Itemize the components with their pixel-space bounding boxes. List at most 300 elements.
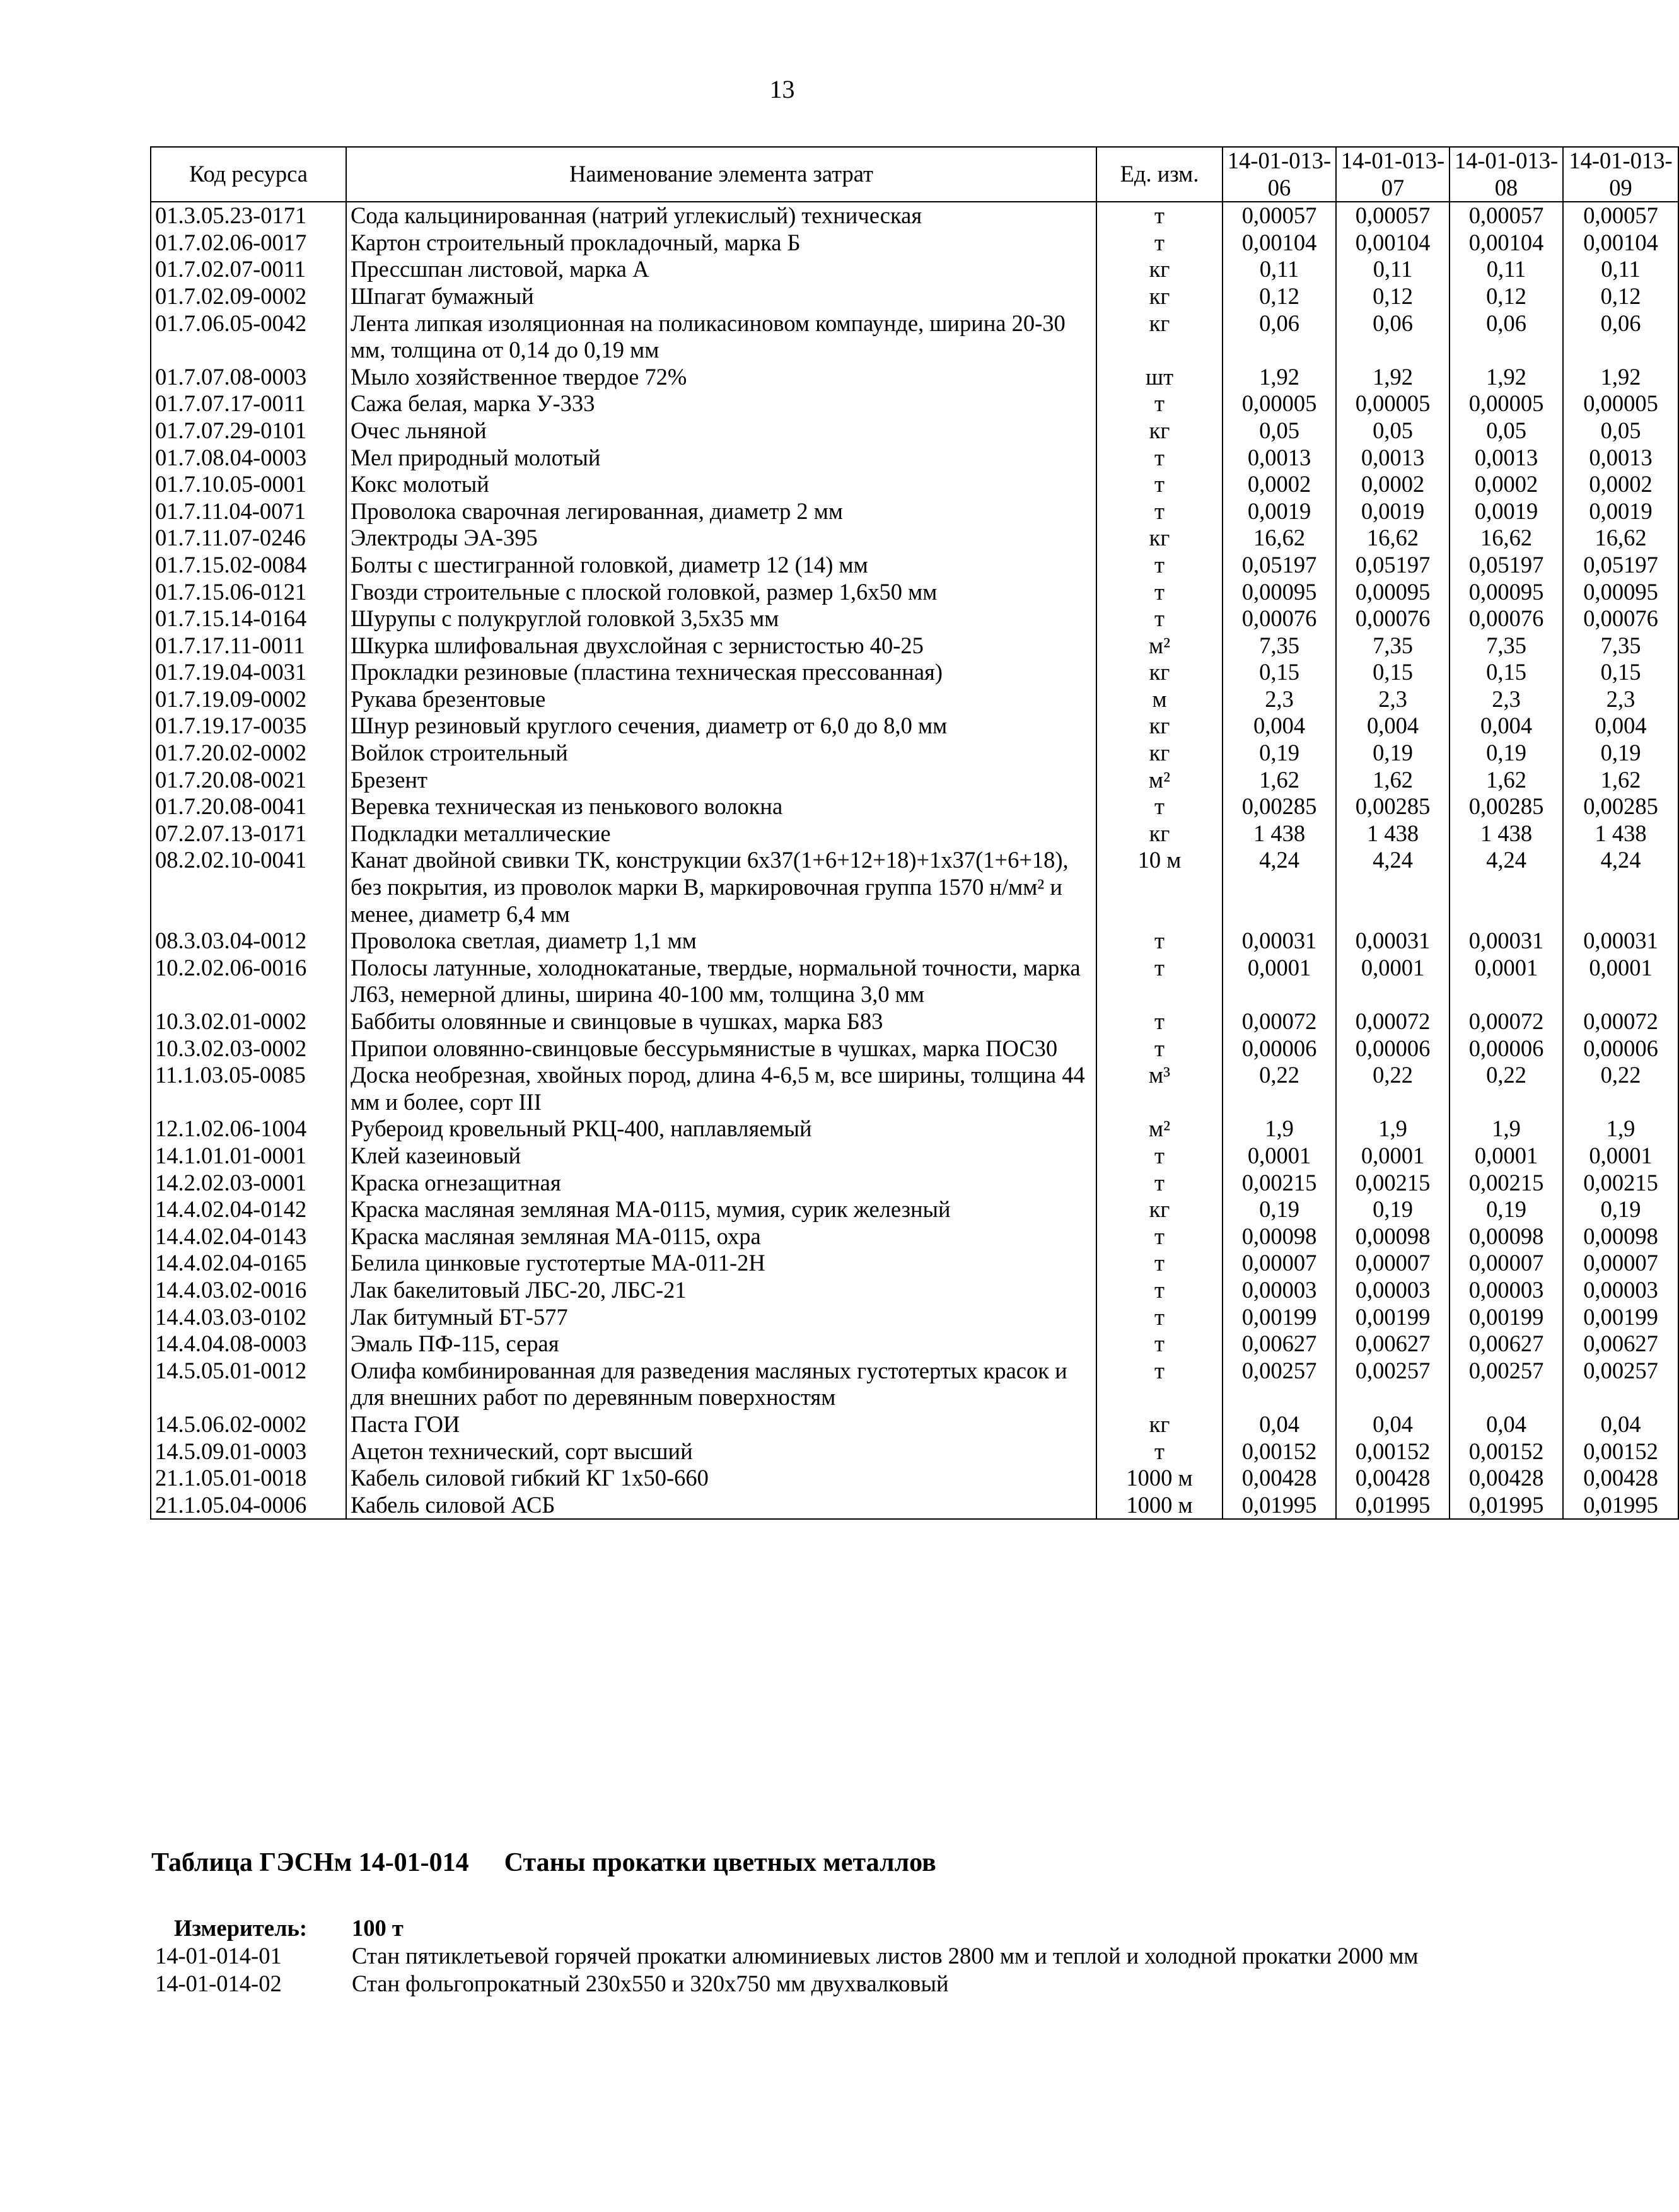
table-row [151, 1008, 1678, 1035]
resource-value-col-3: 0,05 [1450, 417, 1563, 445]
resource-value-col-1: 0,0001 [1223, 955, 1336, 1008]
table-row [151, 847, 1678, 928]
resource-name: Ацетон технический, сорт высший [346, 1438, 1096, 1465]
resource-value-col-2: 0,04 [1336, 1411, 1450, 1438]
table-row [151, 498, 1678, 525]
resource-unit: т [1096, 1035, 1223, 1062]
resource-value-col-4: 0,00215 [1563, 1170, 1678, 1197]
section-item-text: Стан пятиклетьевой горячей прокатки алюминиевых листов 2800 мм и теплой и холодной прокатки 2000 мм [352, 1943, 1419, 1969]
resource-value-col-4: 0,04 [1563, 1411, 1678, 1438]
resource-value-col-4: 0,0001 [1563, 1143, 1678, 1170]
resource-value-col-2: 0,00076 [1336, 605, 1450, 632]
resource-name: Мыло хозяйственное твердое 72% [346, 364, 1096, 391]
resource-code: 14.5.09.01-0003 [151, 1438, 346, 1465]
table-row [151, 1411, 1678, 1438]
resource-value-col-4: 0,00003 [1563, 1277, 1678, 1304]
resource-name: Веревка техническая из пенькового волокна [346, 793, 1096, 820]
resource-value-col-1: 0,00285 [1223, 793, 1336, 820]
resource-name: Клей казеиновый [346, 1143, 1096, 1170]
resource-value-col-1: 0,06 [1223, 310, 1336, 364]
resource-code: 01.7.15.02-0084 [151, 552, 346, 579]
resource-unit: кг [1096, 310, 1223, 364]
resource-value-col-4: 4,24 [1563, 847, 1678, 928]
table-row [151, 686, 1678, 713]
table-row [151, 605, 1678, 632]
resource-value-col-2: 0,01995 [1336, 1492, 1450, 1520]
table-row [151, 1250, 1678, 1277]
table-row [151, 364, 1678, 391]
resource-code: 01.7.02.09-0002 [151, 283, 346, 310]
resource-unit: кг [1096, 820, 1223, 847]
resource-code: 01.7.20.08-0041 [151, 793, 346, 820]
resource-unit: т [1096, 445, 1223, 472]
resource-value-col-3: 0,00057 [1450, 202, 1563, 230]
resource-unit: т [1096, 793, 1223, 820]
resource-value-col-3: 0,00098 [1450, 1223, 1563, 1250]
resource-value-col-2: 16,62 [1336, 525, 1450, 552]
resource-value-col-3: 0,00095 [1450, 579, 1563, 606]
resource-value-col-3: 0,00076 [1450, 605, 1563, 632]
header-col-2: 14-01-013-07 [1336, 147, 1450, 202]
resource-value-col-4: 0,0013 [1563, 445, 1678, 472]
resource-value-col-3: 0,00199 [1450, 1304, 1563, 1331]
resource-code: 21.1.05.04-0006 [151, 1492, 346, 1520]
resource-value-col-2: 0,00152 [1336, 1438, 1450, 1465]
resource-unit: шт [1096, 364, 1223, 391]
resource-value-col-3: 0,15 [1450, 659, 1563, 686]
resource-value-col-3: 4,24 [1450, 847, 1563, 928]
resource-code: 01.7.19.17-0035 [151, 713, 346, 740]
section-item-text: Стан фольгопрокатный 230х550 и 320х750 мм двухвалковый [352, 1970, 949, 1996]
resource-value-col-3: 0,00285 [1450, 793, 1563, 820]
resource-value-col-2: 1 438 [1336, 820, 1450, 847]
section-title: Станы прокатки цветных металлов [504, 1848, 936, 1877]
resource-unit: т [1096, 202, 1223, 230]
resource-value-col-4: 0,00428 [1563, 1465, 1678, 1492]
resource-name: Шкурка шлифовальная двухслойная с зернистостью 40-25 [346, 632, 1096, 660]
table-row [151, 767, 1678, 794]
table-row [151, 1062, 1678, 1115]
table-header [151, 147, 1678, 202]
resource-unit: кг [1096, 740, 1223, 767]
resource-code: 14.4.02.04-0142 [151, 1196, 346, 1223]
resource-unit: кг [1096, 713, 1223, 740]
resource-value-col-2: 0,00257 [1336, 1358, 1450, 1411]
table-row [151, 552, 1678, 579]
resource-value-col-3: 0,0013 [1450, 445, 1563, 472]
resource-unit: т [1096, 1143, 1223, 1170]
resource-value-col-4: 0,00098 [1563, 1223, 1678, 1250]
measure-block [155, 1914, 1511, 1998]
resource-unit: т [1096, 955, 1223, 1008]
header-col-1: 14-01-013-06 [1223, 147, 1336, 202]
resource-value-col-4: 0,00257 [1563, 1358, 1678, 1411]
resource-value-col-2: 0,11 [1336, 256, 1450, 283]
table-row [151, 579, 1678, 606]
resource-code: 14.4.02.04-0165 [151, 1250, 346, 1277]
resource-name: Лак битумный БТ-577 [346, 1304, 1096, 1331]
resource-value-col-4: 0,0001 [1563, 955, 1678, 1008]
section-table-number: Таблица ГЭСНм 14-01-014 [151, 1848, 469, 1877]
resource-name: Олифа комбинированная для разведения масляных густотертых красок и для внешних работ по деревянным поверхностям [346, 1358, 1096, 1411]
resource-name: Шурупы с полукруглой головкой 3,5х35 мм [346, 605, 1096, 632]
table-body [151, 202, 1678, 1519]
resource-unit: м² [1096, 632, 1223, 660]
resource-value-col-4: 0,00031 [1563, 928, 1678, 955]
resource-value-col-4: 0,01995 [1563, 1492, 1678, 1520]
header-row [151, 147, 1678, 202]
resource-value-col-2: 0,05197 [1336, 552, 1450, 579]
resource-code: 14.4.02.04-0143 [151, 1223, 346, 1250]
resource-value-col-1: 0,00098 [1223, 1223, 1336, 1250]
resource-value-col-3: 0,0001 [1450, 1143, 1563, 1170]
resource-value-col-1: 0,00257 [1223, 1358, 1336, 1411]
resource-value-col-2: 7,35 [1336, 632, 1450, 660]
resource-value-col-4: 1,9 [1563, 1115, 1678, 1143]
resource-value-col-2: 0,19 [1336, 740, 1450, 767]
resource-code: 01.7.15.14-0164 [151, 605, 346, 632]
resource-value-col-3: 0,00428 [1450, 1465, 1563, 1492]
resource-value-col-1: 0,00076 [1223, 605, 1336, 632]
table-row [151, 1304, 1678, 1331]
resource-unit: кг [1096, 1411, 1223, 1438]
resource-value-col-1: 0,05197 [1223, 552, 1336, 579]
resource-value-col-1: 0,01995 [1223, 1492, 1336, 1520]
resource-value-col-1: 0,19 [1223, 1196, 1336, 1223]
resource-value-col-3: 0,00006 [1450, 1035, 1563, 1062]
table-row [151, 632, 1678, 660]
resource-value-col-3: 0,00257 [1450, 1358, 1563, 1411]
resource-code: 10.3.02.03-0002 [151, 1035, 346, 1062]
resource-value-col-3: 0,04 [1450, 1411, 1563, 1438]
resource-name: Рукава брезентовые [346, 686, 1096, 713]
resource-unit: кг [1096, 283, 1223, 310]
resource-value-col-2: 0,0001 [1336, 1143, 1450, 1170]
resource-unit: 1000 м [1096, 1492, 1223, 1520]
table-row [151, 310, 1678, 364]
resource-name: Канат двойной свивки ТК, конструкции 6х37(1+6+12+18)+1х37(1+6+18), без покрытия, из проволок марки В, маркировочная группа 1570 н/мм² и менее, диаметр 6,4 мм [346, 847, 1096, 928]
resource-unit: кг [1096, 1196, 1223, 1223]
resource-value-col-2: 0,00072 [1336, 1008, 1450, 1035]
resource-value-col-2: 0,00057 [1336, 202, 1450, 230]
header-unit: Ед. изм. [1096, 147, 1223, 202]
table-row [151, 1223, 1678, 1250]
resource-value-col-3: 0,00627 [1450, 1330, 1563, 1358]
resource-code: 14.4.04.08-0003 [151, 1330, 346, 1358]
table-row [151, 283, 1678, 310]
resource-value-col-1: 0,004 [1223, 713, 1336, 740]
resource-value-col-2: 0,0019 [1336, 498, 1450, 525]
header-col-3: 14-01-013-08 [1450, 147, 1563, 202]
resource-value-col-2: 0,00098 [1336, 1223, 1450, 1250]
resource-name: Проволока светлая, диаметр 1,1 мм [346, 928, 1096, 955]
table-row [151, 820, 1678, 847]
header-code: Код ресурса [151, 147, 346, 202]
resource-value-col-3: 0,19 [1450, 1196, 1563, 1223]
resource-name: Краска масляная земляная МА-0115, мумия, сурик железный [346, 1196, 1096, 1223]
resource-value-col-4: 0,19 [1563, 740, 1678, 767]
resource-value-col-2: 0,15 [1336, 659, 1450, 686]
resource-value-col-1: 4,24 [1223, 847, 1336, 928]
resource-code: 14.5.06.02-0002 [151, 1411, 346, 1438]
resource-unit: м³ [1096, 1062, 1223, 1115]
resource-unit: кг [1096, 525, 1223, 552]
resource-value-col-1: 0,00104 [1223, 230, 1336, 257]
resource-name: Кабель силовой гибкий КГ 1х50-660 [346, 1465, 1096, 1492]
resource-code: 01.7.06.05-0042 [151, 310, 346, 364]
resource-value-col-1: 0,11 [1223, 256, 1336, 283]
resource-unit: кг [1096, 659, 1223, 686]
resource-code: 07.2.07.13-0171 [151, 820, 346, 847]
resource-code: 14.5.05.01-0012 [151, 1358, 346, 1411]
table-row [151, 256, 1678, 283]
resource-value-col-3: 0,00072 [1450, 1008, 1563, 1035]
resource-value-col-3: 16,62 [1450, 525, 1563, 552]
section-item-code: 14-01-014-01 [155, 1943, 282, 1969]
resource-value-col-1: 0,00627 [1223, 1330, 1336, 1358]
resource-name: Полосы латунные, холоднокатаные, твердые, нормальной точности, марка Л63, немерной длины, ширина 40-100 мм, толщина 3,0 мм [346, 955, 1096, 1008]
resource-table [150, 146, 1679, 1520]
resource-unit: т [1096, 928, 1223, 955]
resource-value-col-4: 1 438 [1563, 820, 1678, 847]
resource-value-col-2: 0,00627 [1336, 1330, 1450, 1358]
resource-unit: м² [1096, 767, 1223, 794]
section-item [155, 1942, 1511, 1970]
resource-value-col-4: 0,00095 [1563, 579, 1678, 606]
resource-value-col-1: 0,00007 [1223, 1250, 1336, 1277]
resource-code: 08.2.02.10-0041 [151, 847, 346, 928]
table-row [151, 793, 1678, 820]
table-row [151, 445, 1678, 472]
resource-name: Краска масляная земляная МА-0115, охра [346, 1223, 1096, 1250]
page-number: 13 [769, 75, 795, 103]
resource-code: 14.1.01.01-0001 [151, 1143, 346, 1170]
resource-name: Электроды ЭА-395 [346, 525, 1096, 552]
resource-name: Гвозди строительные с плоской головкой, размер 1,6х50 мм [346, 579, 1096, 606]
resource-code: 01.7.11.07-0246 [151, 525, 346, 552]
resource-code: 14.4.03.03-0102 [151, 1304, 346, 1331]
resource-unit: т [1096, 1170, 1223, 1197]
resource-unit: т [1096, 471, 1223, 498]
resource-unit: т [1096, 1008, 1223, 1035]
resource-code: 01.7.20.02-0002 [151, 740, 346, 767]
resource-name: Паста ГОИ [346, 1411, 1096, 1438]
resource-value-col-2: 2,3 [1336, 686, 1450, 713]
resource-code: 01.7.10.05-0001 [151, 471, 346, 498]
resource-value-col-1: 1 438 [1223, 820, 1336, 847]
table-row [151, 1170, 1678, 1197]
table-row [151, 1438, 1678, 1465]
resource-name: Болты с шестигранной головкой, диаметр 12 (14) мм [346, 552, 1096, 579]
resource-code: 12.1.02.06-1004 [151, 1115, 346, 1143]
resource-value-col-4: 0,0019 [1563, 498, 1678, 525]
resource-value-col-4: 0,0002 [1563, 471, 1678, 498]
resource-name: Припои оловянно-свинцовые бессурьмянистые в чушках, марка ПОС30 [346, 1035, 1096, 1062]
resource-unit: т [1096, 1358, 1223, 1411]
table-row [151, 740, 1678, 767]
resource-value-col-1: 1,9 [1223, 1115, 1336, 1143]
resource-value-col-2: 0,00031 [1336, 928, 1450, 955]
resource-code: 10.3.02.01-0002 [151, 1008, 346, 1035]
resource-value-col-4: 0,22 [1563, 1062, 1678, 1115]
resource-code: 01.7.17.11-0011 [151, 632, 346, 660]
table-row [151, 1277, 1678, 1304]
resource-value-col-2: 0,12 [1336, 283, 1450, 310]
resource-value-col-1: 7,35 [1223, 632, 1336, 660]
table-row [151, 1143, 1678, 1170]
resource-code: 21.1.05.01-0018 [151, 1465, 346, 1492]
resource-name: Белила цинковые густотертые МА-011-2Н [346, 1250, 1096, 1277]
header-name: Наименование элемента затрат [346, 147, 1096, 202]
resource-value-col-1: 0,00072 [1223, 1008, 1336, 1035]
resource-value-col-4: 0,00104 [1563, 230, 1678, 257]
resource-name: Шпагат бумажный [346, 283, 1096, 310]
resource-value-col-3: 0,0002 [1450, 471, 1563, 498]
resource-value-col-1: 0,00057 [1223, 202, 1336, 230]
resource-value-col-1: 0,00152 [1223, 1438, 1336, 1465]
resource-value-col-1: 0,00031 [1223, 928, 1336, 955]
resource-unit: т [1096, 1304, 1223, 1331]
resource-name: Рубероид кровельный РКЦ-400, наплавляемый [346, 1115, 1096, 1143]
measure-value: 100 т [352, 1915, 404, 1941]
resource-code: 08.3.03.04-0012 [151, 928, 346, 955]
resource-unit: т [1096, 230, 1223, 257]
resource-code: 14.4.03.02-0016 [151, 1277, 346, 1304]
resource-code: 10.2.02.06-0016 [151, 955, 346, 1008]
resource-name: Баббиты оловянные и свинцовые в чушках, марка Б83 [346, 1008, 1096, 1035]
resource-value-col-2: 0,004 [1336, 713, 1450, 740]
resource-value-col-4: 0,05197 [1563, 552, 1678, 579]
resource-code: 01.3.05.23-0171 [151, 202, 346, 230]
table-row [151, 1035, 1678, 1062]
resource-value-col-1: 0,22 [1223, 1062, 1336, 1115]
table-row [151, 713, 1678, 740]
resource-code: 01.7.07.17-0011 [151, 390, 346, 417]
table-row [151, 471, 1678, 498]
table-row [151, 1358, 1678, 1411]
resource-unit: т [1096, 552, 1223, 579]
resource-value-col-2: 0,0002 [1336, 471, 1450, 498]
resource-value-col-4: 0,00199 [1563, 1304, 1678, 1331]
resource-value-col-2: 0,22 [1336, 1062, 1450, 1115]
table-row [151, 928, 1678, 955]
resource-value-col-1: 0,00199 [1223, 1304, 1336, 1331]
resource-unit: 1000 м [1096, 1465, 1223, 1492]
resource-value-col-3: 0,00005 [1450, 390, 1563, 417]
resource-name: Лак бакелитовый ЛБС-20, ЛБС-21 [346, 1277, 1096, 1304]
resource-value-col-3: 7,35 [1450, 632, 1563, 660]
resource-name: Картон строительный прокладочный, марка Б [346, 230, 1096, 257]
measure-row [155, 1914, 1511, 1942]
resource-value-col-1: 1,92 [1223, 364, 1336, 391]
resource-unit: т [1096, 1250, 1223, 1277]
resource-unit: м² [1096, 1115, 1223, 1143]
resource-unit: кг [1096, 256, 1223, 283]
resource-value-col-2: 0,00428 [1336, 1465, 1450, 1492]
resource-unit: т [1096, 498, 1223, 525]
resource-value-col-3: 0,004 [1450, 713, 1563, 740]
resource-value-col-2: 0,00007 [1336, 1250, 1450, 1277]
resource-name: Кокс молотый [346, 471, 1096, 498]
resource-value-col-1: 0,04 [1223, 1411, 1336, 1438]
resource-value-col-2: 1,62 [1336, 767, 1450, 794]
resource-value-col-1: 0,05 [1223, 417, 1336, 445]
resource-name: Доска необрезная, хвойных пород, длина 4-6,5 м, все ширины, толщина 44 мм и более, сорт III [346, 1062, 1096, 1115]
resource-value-col-2: 0,00104 [1336, 230, 1450, 257]
resource-name: Краска огнезащитная [346, 1170, 1096, 1197]
resource-name: Лента липкая изоляционная на поликасиновом компаунде, ширина 20-30 мм, толщина от 0,14 до 0,19 мм [346, 310, 1096, 364]
resource-value-col-3: 2,3 [1450, 686, 1563, 713]
header-col-4: 14-01-013-09 [1563, 147, 1678, 202]
resource-value-col-3: 0,11 [1450, 256, 1563, 283]
resource-value-col-1: 0,0019 [1223, 498, 1336, 525]
resource-value-col-3: 1,62 [1450, 767, 1563, 794]
resource-value-col-1: 2,3 [1223, 686, 1336, 713]
table-row [151, 1196, 1678, 1223]
resource-code: 01.7.02.07-0011 [151, 256, 346, 283]
table-row [151, 417, 1678, 445]
resource-value-col-4: 0,00057 [1563, 202, 1678, 230]
resource-code: 01.7.07.08-0003 [151, 364, 346, 391]
resource-code: 14.2.02.03-0001 [151, 1170, 346, 1197]
resource-code: 01.7.20.08-0021 [151, 767, 346, 794]
resource-value-col-4: 0,00627 [1563, 1330, 1678, 1358]
resource-name: Шнур резиновый круглого сечения, диаметр от 6,0 до 8,0 мм [346, 713, 1096, 740]
resource-value-col-3: 0,00104 [1450, 230, 1563, 257]
resource-value-col-3: 0,12 [1450, 283, 1563, 310]
resource-value-col-3: 0,00215 [1450, 1170, 1563, 1197]
resource-value-col-2: 0,0001 [1336, 955, 1450, 1008]
resource-value-col-2: 0,19 [1336, 1196, 1450, 1223]
resource-value-col-4: 0,00076 [1563, 605, 1678, 632]
resource-value-col-1: 0,00215 [1223, 1170, 1336, 1197]
resource-value-col-3: 0,06 [1450, 310, 1563, 364]
table-row [151, 1465, 1678, 1492]
resource-value-col-4: 0,06 [1563, 310, 1678, 364]
resource-value-col-4: 0,00005 [1563, 390, 1678, 417]
resource-value-col-1: 0,00428 [1223, 1465, 1336, 1492]
resource-unit: кг [1096, 417, 1223, 445]
resource-value-col-1: 0,12 [1223, 283, 1336, 310]
resource-code: 01.7.19.09-0002 [151, 686, 346, 713]
resource-value-col-4: 16,62 [1563, 525, 1678, 552]
resource-value-col-3: 0,00007 [1450, 1250, 1563, 1277]
resource-code: 01.7.07.29-0101 [151, 417, 346, 445]
table-row [151, 1115, 1678, 1143]
resource-unit: т [1096, 1277, 1223, 1304]
resource-unit: т [1096, 1223, 1223, 1250]
section-item-code: 14-01-014-02 [155, 1970, 282, 1996]
table-row [151, 955, 1678, 1008]
resource-name: Брезент [346, 767, 1096, 794]
resource-name: Проволока сварочная легированная, диаметр 2 мм [346, 498, 1096, 525]
resource-unit: м [1096, 686, 1223, 713]
resource-name: Подкладки металлические [346, 820, 1096, 847]
resource-value-col-3: 0,00152 [1450, 1438, 1563, 1465]
resource-value-col-1: 0,0013 [1223, 445, 1336, 472]
resource-value-col-4: 0,11 [1563, 256, 1678, 283]
resource-unit: т [1096, 1438, 1223, 1465]
resource-value-col-3: 0,22 [1450, 1062, 1563, 1115]
measure-label: Измеритель: [174, 1915, 307, 1941]
resource-value-col-4: 0,05 [1563, 417, 1678, 445]
resource-value-col-2: 0,00095 [1336, 579, 1450, 606]
resource-value-col-2: 0,00005 [1336, 390, 1450, 417]
resource-value-col-4: 0,004 [1563, 713, 1678, 740]
resource-value-col-3: 1,9 [1450, 1115, 1563, 1143]
resource-value-col-4: 2,3 [1563, 686, 1678, 713]
resource-value-col-4: 0,15 [1563, 659, 1678, 686]
